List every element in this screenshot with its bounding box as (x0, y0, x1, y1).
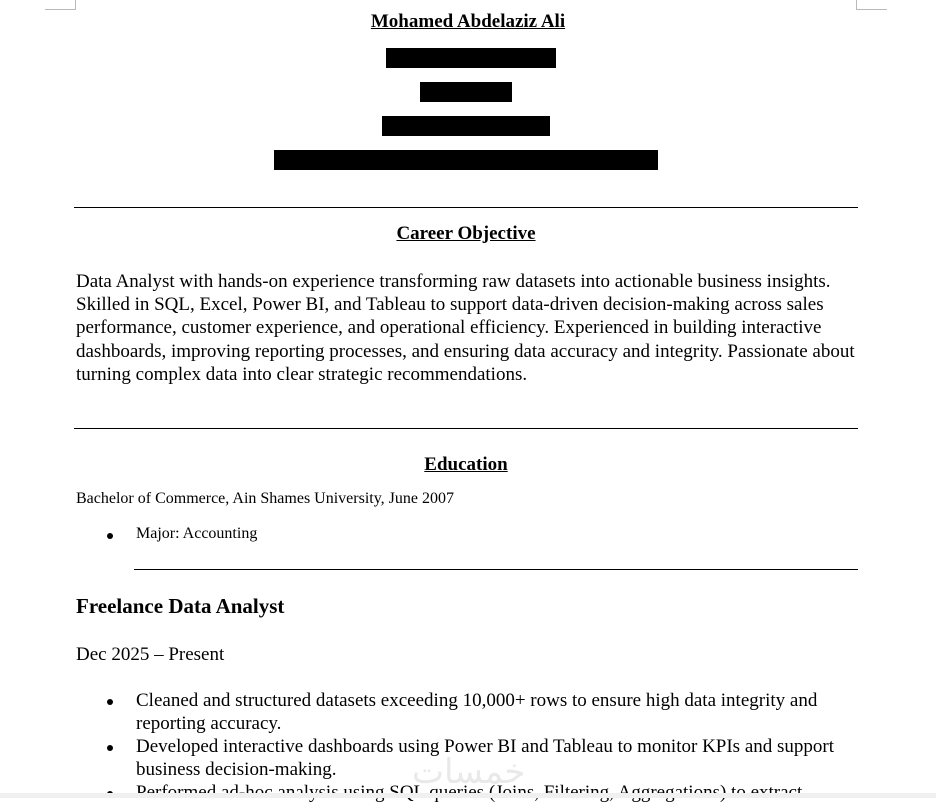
section-divider (134, 569, 858, 570)
bullet-icon (107, 699, 113, 705)
bullet-icon (107, 745, 113, 751)
responsibility-item: Developed interactive dashboards using Power BI and Tableau to monitor KPIs and support business decision-making. (136, 736, 835, 780)
career-objective-heading: Career Objective (396, 223, 536, 244)
bullet-icon (107, 533, 113, 539)
education-degree: Bachelor of Commerce, Ain Shames University, June 2007 (76, 490, 454, 507)
job-dates: Dec 2025 – Present (76, 644, 225, 665)
redacted-contact-line-2 (420, 82, 512, 102)
section-divider (74, 207, 858, 208)
redacted-contact-line-3 (382, 116, 550, 136)
redacted-contact-line-4 (274, 150, 658, 170)
education-heading: Education (424, 454, 508, 475)
responsibility-item: Cleaned and structured datasets exceeding 10,000+ rows to ensure high data integrity and reporting accuracy. (136, 690, 818, 734)
page-bottom-edge (0, 793, 936, 798)
section-divider (74, 428, 858, 429)
watermark-logo: خمسات (412, 752, 526, 792)
page-corner-mark-right (856, 0, 887, 10)
redacted-contact-line-1 (386, 48, 556, 68)
page-corner-mark-left (45, 0, 76, 10)
career-objective-text: Data Analyst with hands-on experience transforming raw datasets into actionable business insights. Skilled in SQL, Excel, Power BI, and Tableau to support data-driven decision-making across sales performance, customer experience, and operational efficiency. Experienced in building interactive dashboards, improving reporting processes, and ensuring data accuracy and integrity. Passionate about turning complex data into clear strategic recommendations. (76, 271, 855, 385)
education-major: Major: Accounting (136, 525, 258, 542)
candidate-name: Mohamed Abdelaziz Ali (370, 11, 566, 32)
job-title: Freelance Data Analyst (76, 594, 285, 618)
